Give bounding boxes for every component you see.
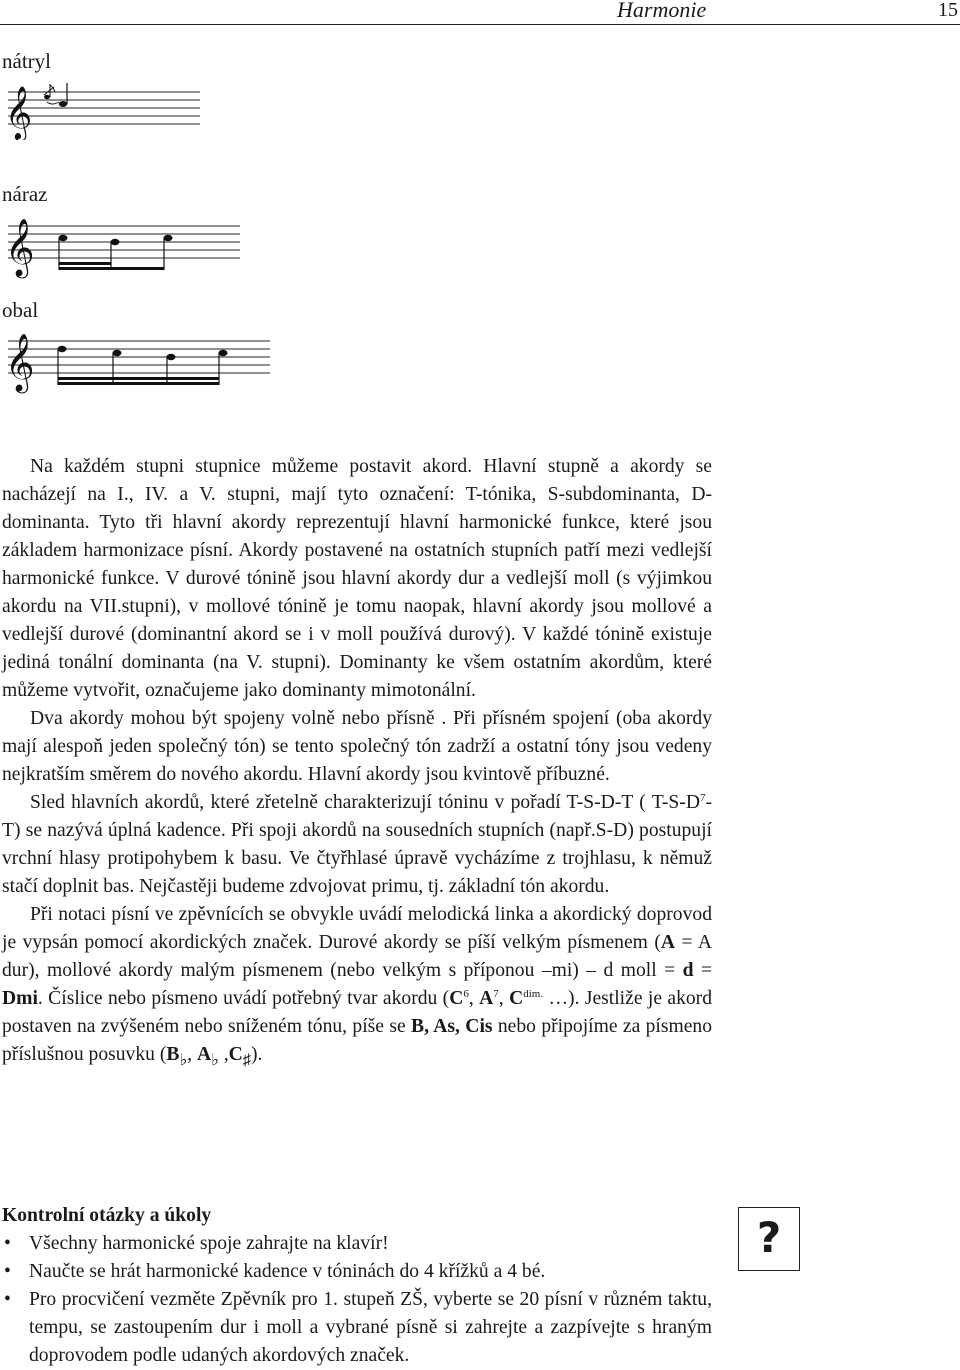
chord-bold-dmi: Dmi — [2, 988, 38, 1009]
question-mark-icon: ? — [738, 1207, 800, 1271]
task-item — [2, 1258, 712, 1286]
bullet-icon: • — [4, 1233, 11, 1254]
flat-icon: ♭ — [211, 1049, 219, 1069]
task-text: Naučte se hrát harmonické kadence v tóninách do 4 křížků a 4 bé. — [29, 1261, 546, 1282]
cadence-text-a: Sled hlavních akordů, které zřetelně charakterizují tóninu v pořadí T-S-D-T ( T-S-D — [30, 792, 700, 813]
cadence-text-b: -T) se nazývá úplná kadence. Při spoji akordů na sousedních stupních (např.S-D) postupují vrchní hlasy protipohybem k basu. Ve čtyřhlasé úpravě vycházíme z trojhlasu, k němuž stačí doplnit bas. Nejčastěji budeme zdvojovat primu, tj. základní tón akordu. — [2, 792, 712, 897]
running-header-title: Harmonie — [617, 0, 707, 22]
example-label-naraz: náraz — [2, 182, 48, 206]
flat-icon: ♭ — [179, 1049, 188, 1069]
chord-forms — [449, 988, 543, 1009]
chord-sep: , — [187, 1044, 197, 1065]
chord-accidentals — [166, 1044, 263, 1069]
svg-text:𝄞: 𝄞 — [5, 85, 33, 139]
chord-text-4: . Číslice nebo písmeno uvádí potřebný tvar akordu ( — [37, 988, 450, 1009]
chord-text-3: = — [693, 960, 712, 981]
chord-a-sup: 7 — [493, 988, 499, 1000]
chord-bold-a: A — [660, 932, 676, 953]
body-text — [2, 453, 712, 1074]
example-label-natryl: nátryl — [2, 49, 51, 73]
svg-text:𝄞: 𝄞 — [5, 218, 35, 276]
chord-cdim-sup: dim. — [523, 988, 544, 1000]
chord-as: A — [196, 1044, 212, 1065]
chord-b: B — [166, 1044, 180, 1065]
tasks-heading: Kontrolní otázky a úkoly — [2, 1205, 212, 1226]
paragraph-cadence — [2, 789, 712, 901]
paragraph-chord-connections: Dva akordy mohou být spojeny volně nebo přísně . Při přísném spojení (oba akordy mají alespoň jeden společný tón) se tento společný tón zadrží a ostatní tóny jsou vedeny nejkratším směrem do nového akordu. Hlavní akordy jsou kvintově příbuzné. — [2, 708, 712, 785]
chord-a: A — [479, 988, 494, 1009]
chord-text-2: = A dur), mollové akordy malým písmenem (nebo velkým s příponou –mi) – d moll = — [2, 932, 713, 981]
treble-clef-staff-with-four-notes-icon — [0, 327, 270, 397]
task-item — [2, 1286, 712, 1370]
review-tasks — [2, 1202, 712, 1370]
chord-sep: , — [218, 1044, 229, 1065]
chord-text-1: Při notaci písní ve zpěvnících se obvykle uvádí melodická linka a akordický doprovod je vypsán pomocí akordických značek. Durové akordy se píší velkým písmenem ( — [2, 904, 712, 953]
chord-cdim: C — [509, 988, 524, 1009]
chord-text-5: …). Jestliže je akord postaven na zvýšeném nebo sníženém tónu, píše se — [2, 988, 712, 1037]
task-text: Pro procvičení vezměte Zpěvník pro 1. stupeň ZŠ, vyberte se 20 písní v různém taktu, tempu, se zastoupením dur i moll a vybrané písně si zahrejte a zazpívejte s hraným doprovodem podle udaných akordových značek. — [29, 1289, 712, 1366]
sharp-icon: ♯ — [242, 1049, 251, 1069]
chord-text-6: nebo připojíme za písmeno příslušnou posuvku ( — [2, 1016, 713, 1065]
paragraph-chord-symbols — [2, 901, 712, 1074]
chord-bold-names: B, As, Cis — [411, 1016, 493, 1037]
example-label-obal: obal — [2, 298, 39, 322]
bullet-icon: • — [4, 1261, 11, 1282]
chord-c: C — [449, 988, 464, 1009]
treble-clef-staff-with-grace-note-icon — [0, 80, 200, 140]
paragraph-chords-functions: Na každém stupni stupnice můžeme postavit akord. Hlavní stupně a akordy se nacházejí na I., IV. a V. stupni, mají tyto označení: T-tónika, S-subdominanta, D-dominanta. Tyto tři hlavní akordy reprezentují hlavní harmonické funkce, které jsou základem harmonizace písní. Akordy postavené na ostatních stupních patří mezi vedlejší harmonické funkce. V durové tónině jsou hlavní akordy dur a vedlejší moll (s výjimkou akordu na VII.stupni), v mollové tónině je tomu naopak, hlavní akordy jsou mollové a vedlejší durové (dominantní akord se i v moll používá durový). V každé tónině existuje jediná tonální dominanta (na V. stupni). Dominanty ke všem ostatním akordům, které můžeme vytvořit, označujeme jako dominanty mimotonální. — [2, 456, 712, 701]
page-number: 15 — [938, 0, 958, 21]
chord-c-sup: 6 — [463, 988, 469, 1000]
chord-bold-d: d — [682, 960, 694, 981]
chord-sep: , — [468, 988, 480, 1009]
tasks-list — [2, 1230, 712, 1370]
header-rule — [0, 24, 960, 25]
bullet-icon: • — [4, 1289, 11, 1310]
task-item — [2, 1230, 712, 1258]
svg-text:𝄞: 𝄞 — [5, 333, 35, 391]
cadence-superscript: 7 — [699, 792, 706, 804]
chord-cis: C — [228, 1044, 243, 1065]
chord-text-7: ). — [250, 1044, 263, 1065]
task-text: Všechny harmonické spoje zahrajte na klavír! — [29, 1233, 389, 1254]
chord-sep: , — [498, 988, 510, 1009]
treble-clef-staff-with-three-notes-icon — [0, 212, 240, 282]
